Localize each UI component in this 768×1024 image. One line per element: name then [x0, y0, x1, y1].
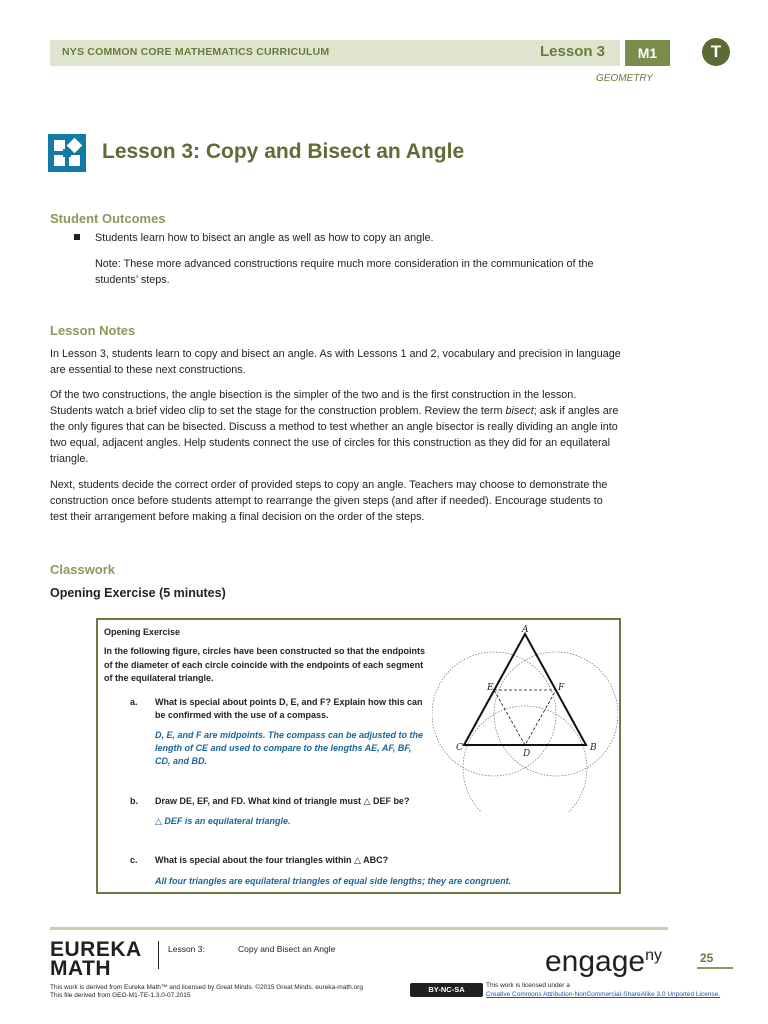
part-c-answer: All four triangles are equilateral triangles of equal side lengths; they are congruent.: [155, 876, 512, 886]
label-f: F: [558, 683, 565, 693]
label-b: B: [590, 743, 597, 753]
cc-license-icon[interactable]: BY-NC-SA: [410, 983, 483, 997]
notes-p1-l2: are essential to these next constructions.: [50, 364, 246, 376]
part-c-question: What is special about the four triangles within △ ABC?: [155, 855, 389, 865]
outcome-note-line1: Note: These more advanced constructions require much more consideration in the communication of the: [95, 258, 594, 270]
opening-exercise-heading: Opening Exercise (5 minutes): [50, 586, 226, 600]
part-a-answer-l1: D, E, and F are midpoints. The compass can be adjusted to the: [155, 730, 424, 740]
label-c: C: [456, 743, 463, 753]
exercise-intro-l2: of the diameter of each circle coincide with the endpoints of each segment: [104, 660, 424, 670]
notes-p3-l3: test their arrangement before making a final decision on the order of the steps.: [50, 511, 425, 523]
part-c-label: c.: [130, 855, 138, 865]
notes-p2-l1: Of the two constructions, the angle bisection is the simpler of the two and is the first construction in the lesson.: [50, 389, 577, 401]
circle-bc: [463, 706, 587, 812]
part-a-q1: What is special about points D, E, and F? Explain how this can: [155, 697, 423, 707]
eureka-math-logo: EUREKA MATH: [50, 938, 142, 980]
curriculum-label: NYS COMMON CORE MATHEMATICS CURRICULUM: [62, 46, 330, 58]
lesson-icon: [48, 134, 86, 172]
footer-lesson-label: Lesson 3:: [168, 944, 205, 954]
license-line1: This work is licensed under a: [486, 982, 570, 989]
part-b-question: Draw DE, EF, and FD. What kind of triangle must △ DEF be?: [155, 796, 410, 806]
part-a-label: a.: [130, 697, 138, 707]
header-lesson: Lesson 3: [540, 43, 606, 60]
label-d: D: [523, 749, 531, 759]
classwork-heading: Classwork: [50, 562, 116, 577]
exercise-intro-l3: of the equilateral triangle.: [104, 673, 214, 683]
label-a: A: [522, 625, 529, 635]
term-bisect: bisect: [505, 405, 534, 417]
outcome-bullet: Students learn how to bisect an angle as well as how to copy an angle.: [95, 232, 434, 244]
module-badge: M1: [625, 40, 670, 66]
engageny-logo: engage$^{ny}$: [545, 945, 663, 978]
triangle-abc: [464, 634, 586, 745]
credit-line2: This file derived from GEO-M1-TE-1.3.0-07.2015: [50, 992, 191, 999]
student-outcomes-heading: Student Outcomes: [50, 211, 166, 226]
part-a-q2: be confirmed with the use of a compass.: [155, 710, 329, 720]
footer-vertical-divider: [158, 941, 159, 969]
footer-lesson-name: Copy and Bisect an Angle: [238, 944, 336, 954]
credit-line1: This work is derived from Eureka Math™ and licensed by Great Minds. ©2015 Great Minds. eureka-math.org: [50, 984, 363, 991]
page-number-underline: [697, 967, 733, 969]
teacher-badge-icon: T: [702, 38, 730, 66]
subject-label: GEOMETRY: [596, 73, 653, 84]
lesson-notes-heading: Lesson Notes: [50, 323, 136, 338]
triangle-circles-figure: [432, 622, 618, 812]
notes-p2-l4: two equal, adjacent angles. Help students connect the use of circles for this construction as they did for an equilateral: [50, 437, 610, 449]
exercise-intro-l1: In the following figure, circles have been constructed so that the endpoints: [104, 646, 426, 656]
part-a-answer-l3: CD, and BD.: [155, 756, 208, 766]
notes-p1-l1: In Lesson 3, students learn to copy and bisect an angle. As with Lessons 1 and 2, vocabulary and precision in language: [50, 348, 621, 360]
notes-p2-l3: the only figures that can be bisected. Discuss a method to test whether an angle bisector is really dividing an angle into: [50, 421, 618, 433]
notes-p2-l5: triangle.: [50, 453, 89, 465]
footer-divider: [50, 927, 668, 930]
triangle-def: [494, 690, 556, 745]
label-e: E: [487, 683, 494, 693]
notes-p3-l2: construction once before students attempt to rearrange the given steps (and after if needed). Encourage students to: [50, 495, 603, 507]
part-b-answer: △ DEF is an equilateral triangle.: [155, 816, 291, 826]
outcome-note-line2: students’ steps.: [95, 274, 170, 286]
exercise-title: Opening Exercise: [104, 627, 181, 637]
notes-p2-l2: Students watch a brief video clip to set the stage for the construction problem. Review the term bisect; ask if angles are: [50, 405, 619, 417]
part-b-label: b.: [130, 796, 138, 806]
license-link[interactable]: Creative Commons Attribution-NonCommercial-ShareAlike 3.0 Unported License.: [486, 991, 721, 998]
page-number: 25: [700, 951, 714, 965]
lesson-title: Lesson 3: Copy and Bisect an Angle: [102, 140, 465, 163]
notes-p3-l1: Next, students decide the correct order of provided steps to copy an angle. Teachers may choose to demonstrate the: [50, 479, 608, 491]
bullet-icon: [74, 234, 80, 240]
part-a-answer-l2: length of CE and used to compare to the lengths AE, AF, BF,: [155, 743, 412, 753]
